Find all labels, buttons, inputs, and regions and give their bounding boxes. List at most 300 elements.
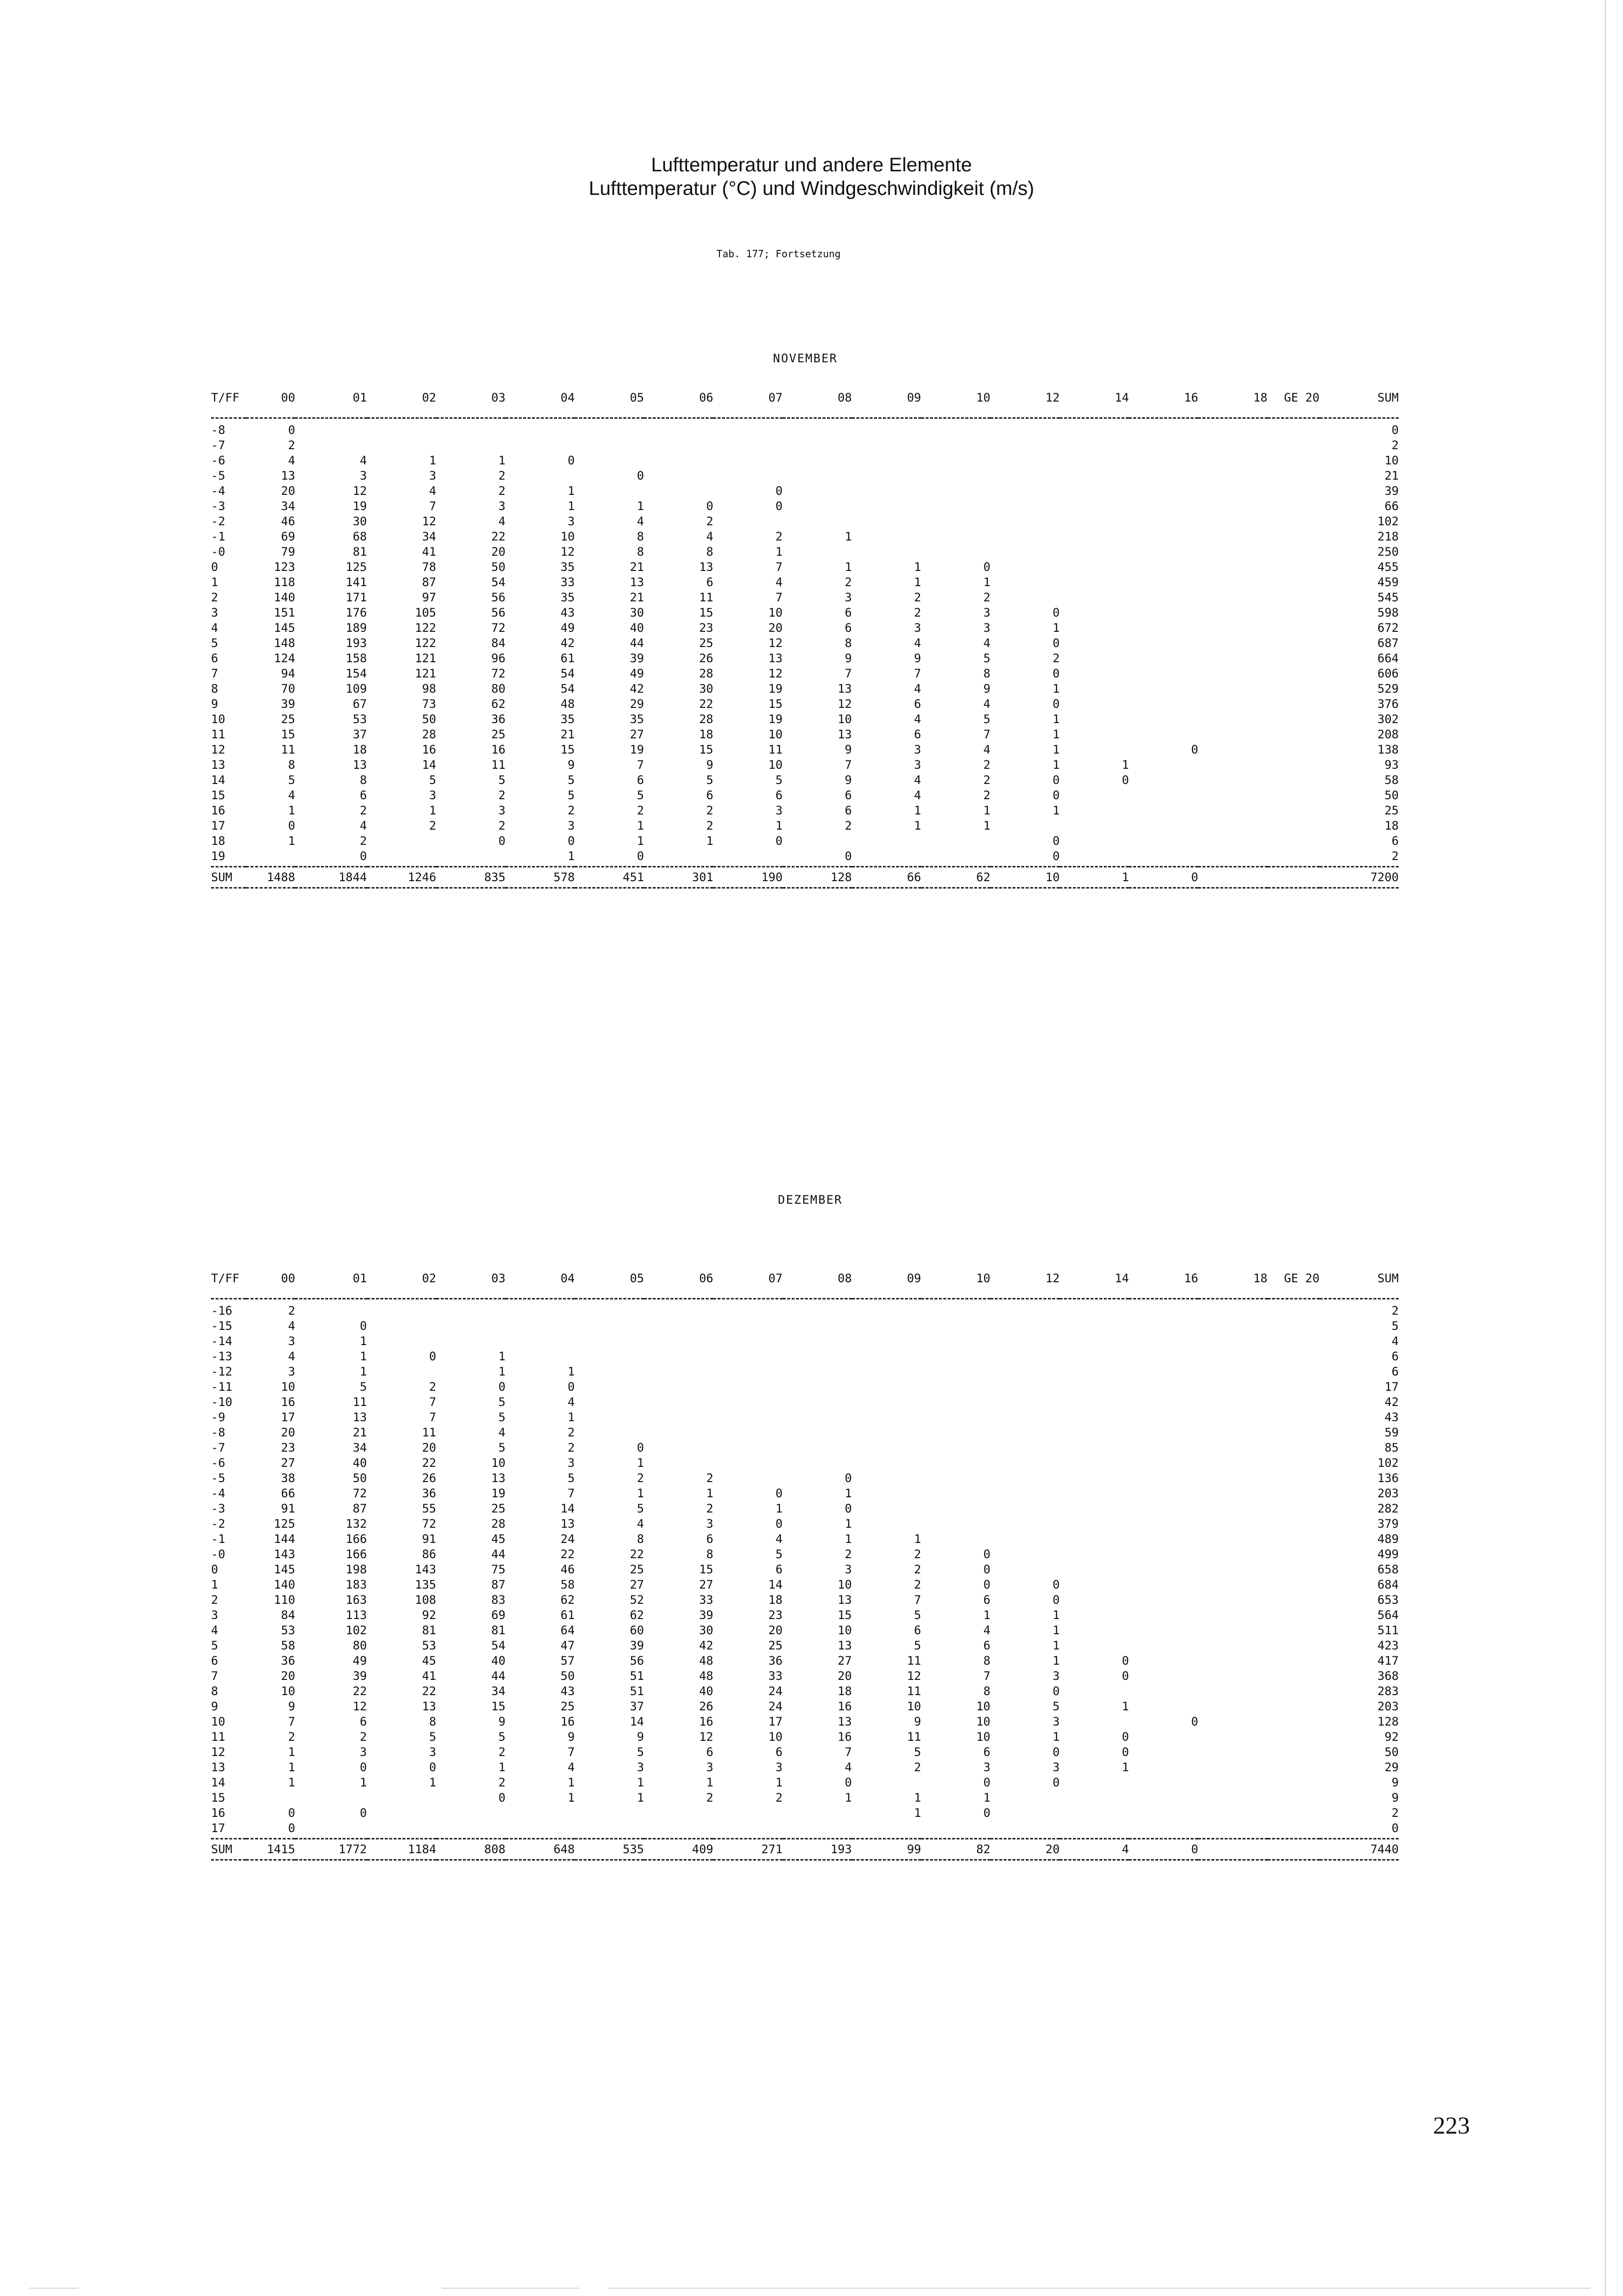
table-cell: [367, 438, 436, 453]
table-cell: 84: [281, 1608, 295, 1622]
table-row: [211, 834, 1399, 849]
table-row: [211, 697, 1399, 712]
table-cell: [1129, 1379, 1198, 1395]
table-cell: [713, 1410, 782, 1425]
table-cell: [783, 484, 852, 499]
table-cell: [1129, 1821, 1198, 1839]
table-cell: 1: [498, 454, 506, 467]
table-cell: 3: [775, 1760, 783, 1774]
table-cell: 6: [914, 728, 921, 741]
table-cell: [1129, 1653, 1198, 1669]
table-cell: [713, 1440, 782, 1456]
row-label: 16: [211, 804, 225, 817]
table-cell: 6: [775, 788, 783, 802]
table-cell: 193: [346, 636, 367, 650]
table-cell: [436, 1821, 506, 1839]
table-cell: 151: [274, 606, 295, 620]
table-cell: [783, 1319, 852, 1334]
table-cell: [1060, 1364, 1129, 1379]
table-cell: 6: [1391, 1365, 1399, 1378]
table-cell: 68: [352, 530, 367, 543]
column-header: 03: [436, 391, 506, 418]
table-cell: 4: [360, 819, 367, 833]
table-cell: [921, 1501, 990, 1516]
table-cell: [1198, 1516, 1267, 1532]
table-cell: 9: [983, 682, 991, 696]
table-cell: [1129, 1486, 1198, 1501]
table-cell: 61: [560, 1608, 575, 1622]
table-cell: 16: [560, 1715, 575, 1729]
table-cell: [575, 1425, 644, 1440]
table-cell: 12: [352, 1700, 367, 1713]
table-cell: 20: [837, 1669, 852, 1683]
sum-cell: 1772: [295, 1839, 367, 1860]
table-cell: 6: [845, 788, 852, 802]
table-reference: Tab. 177; Fortsetzung: [717, 248, 841, 260]
sum-row: [211, 867, 1399, 888]
column-header: 03: [436, 1271, 506, 1299]
table-cell: [852, 529, 921, 544]
table-cell: [713, 1379, 782, 1395]
table-cell: 2: [498, 1776, 506, 1789]
table-cell: 98: [422, 682, 436, 696]
table-cell: [1129, 590, 1198, 605]
table-cell: 4: [775, 1532, 783, 1546]
table-cell: 30: [630, 606, 644, 620]
table-cell: 105: [415, 606, 436, 620]
table-cell: 87: [491, 1578, 506, 1592]
table-cell: 2: [706, 1791, 714, 1805]
table-cell: [1129, 1669, 1198, 1684]
table-cell: 20: [281, 484, 295, 498]
table-cell: 3: [706, 1517, 714, 1531]
table-cell: 0: [1121, 773, 1129, 787]
table-cell: 13: [768, 651, 783, 665]
table-cell: 26: [699, 651, 714, 665]
table-cell: 48: [699, 1669, 714, 1683]
table-cell: 0: [360, 849, 367, 863]
table-cell: 6: [983, 1593, 991, 1607]
table-cell: 1: [983, 804, 991, 817]
sum-cell: [1268, 867, 1320, 888]
table-cell: 51: [630, 1669, 644, 1683]
table-cell: 28: [699, 667, 714, 680]
table-cell: [1268, 1760, 1320, 1775]
table-cell: [852, 1395, 921, 1410]
table-cell: 171: [346, 591, 367, 604]
table-cell: [1268, 834, 1320, 849]
table-cell: 2: [845, 575, 852, 589]
table-cell: 0: [1052, 788, 1060, 802]
table-cell: 145: [274, 621, 295, 635]
table-cell: 368: [1377, 1669, 1399, 1683]
table-cell: 9: [637, 1730, 644, 1744]
table-cell: [1129, 1410, 1198, 1425]
table-row: [211, 1790, 1399, 1806]
column-header: 09: [852, 391, 921, 418]
table-cell: 16: [837, 1730, 852, 1744]
table-cell: 1: [914, 560, 921, 574]
table-row: [211, 1562, 1399, 1577]
table-cell: 34: [352, 1441, 367, 1455]
table-cell: 33: [699, 1593, 714, 1607]
table-cell: 28: [699, 712, 714, 726]
table-cell: 0: [360, 1760, 367, 1774]
table-cell: [990, 1334, 1060, 1349]
header-row: [211, 391, 1399, 418]
table-cell: [921, 514, 990, 529]
table-row: [211, 1456, 1399, 1471]
table-cell: 2: [1391, 438, 1399, 452]
row-label: 14: [211, 1776, 225, 1789]
table-cell: 92: [1384, 1730, 1399, 1744]
table-cell: 7: [429, 499, 436, 513]
table-cell: [1060, 1577, 1129, 1593]
table-cell: 24: [768, 1684, 783, 1698]
row-label: -10: [211, 1395, 233, 1409]
table-cell: 1: [567, 484, 575, 498]
table-cell: 15: [768, 697, 783, 711]
table-cell: [921, 1299, 990, 1319]
table-cell: 1: [775, 1776, 783, 1789]
table-cell: [1198, 712, 1267, 727]
table-cell: 35: [560, 712, 575, 726]
table-cell: [1129, 1440, 1198, 1456]
table-cell: [713, 1425, 782, 1440]
table-row: [211, 575, 1399, 590]
table-cell: 6: [360, 788, 367, 802]
table-cell: [852, 1440, 921, 1456]
table-cell: 5: [983, 712, 991, 726]
table-cell: [1268, 1806, 1320, 1821]
table-cell: [1129, 773, 1198, 788]
table-cell: [990, 1516, 1060, 1532]
table-cell: 1: [637, 1456, 644, 1470]
table-cell: 6: [360, 1715, 367, 1729]
table-cell: 1: [360, 1365, 367, 1378]
table-cell: 2: [914, 1563, 921, 1576]
row-label: 5: [211, 1639, 218, 1652]
table-cell: 11: [352, 1395, 367, 1409]
table-cell: 25: [1384, 804, 1399, 817]
table-cell: [921, 1471, 990, 1486]
table-cell: 12: [352, 484, 367, 498]
table-cell: 7: [914, 1593, 921, 1607]
table-cell: [1060, 1471, 1129, 1486]
table-cell: 3: [1052, 1715, 1060, 1729]
table-cell: [1060, 575, 1129, 590]
table-cell: 0: [845, 849, 852, 863]
table-cell: [852, 1775, 921, 1790]
table-cell: 9: [845, 773, 852, 787]
table-cell: 59: [1384, 1426, 1399, 1439]
sum-cell: 7440: [1320, 1839, 1399, 1860]
table-cell: [852, 1516, 921, 1532]
table-cell: [921, 1395, 990, 1410]
table-cell: 1: [637, 1791, 644, 1805]
table-cell: 25: [560, 1700, 575, 1713]
table-cell: 60: [630, 1623, 644, 1637]
table-cell: 0: [1052, 1776, 1060, 1789]
table-cell: 2: [845, 1547, 852, 1561]
table-cell: [1198, 1577, 1267, 1593]
table-cell: 6: [775, 1563, 783, 1576]
table-cell: 5: [288, 773, 295, 787]
table-cell: 12: [768, 636, 783, 650]
table-cell: 3: [498, 499, 506, 513]
table-row: [211, 1486, 1399, 1501]
table-cell: 1: [706, 1486, 714, 1500]
table-cell: [1060, 803, 1129, 818]
table-cell: 5: [567, 1471, 575, 1485]
row-label: -6: [211, 454, 225, 467]
table-cell: 6: [914, 697, 921, 711]
table-cell: 22: [491, 530, 506, 543]
table-cell: 163: [346, 1593, 367, 1607]
table-cell: [921, 529, 990, 544]
table-cell: 92: [422, 1608, 436, 1622]
table-cell: [990, 1562, 1060, 1577]
table-cell: [1060, 788, 1129, 803]
table-cell: 11: [768, 743, 783, 756]
table-cell: [1268, 418, 1320, 438]
table-cell: 23: [768, 1608, 783, 1622]
table-cell: [1129, 1395, 1198, 1410]
table-row: [211, 590, 1399, 605]
table-cell: [1129, 560, 1198, 575]
table-cell: 49: [630, 667, 644, 680]
table-cell: [1129, 666, 1198, 681]
table-cell: 86: [422, 1547, 436, 1561]
table-cell: [1129, 1532, 1198, 1547]
table-cell: 25: [699, 636, 714, 650]
table-cell: 17: [1384, 1380, 1399, 1394]
table-cell: 50: [491, 560, 506, 574]
table-cell: 1: [567, 1365, 575, 1378]
table-cell: [990, 1395, 1060, 1410]
table-cell: [1198, 468, 1267, 484]
table-cell: [1198, 605, 1267, 621]
column-header: 16: [1129, 391, 1198, 418]
table-cell: 29: [630, 697, 644, 711]
table-cell: [1060, 681, 1129, 697]
sum-cell: 193: [783, 1839, 852, 1860]
table-cell: [1060, 1821, 1129, 1839]
table-cell: 9: [1391, 1791, 1399, 1805]
table-cell: 36: [281, 1654, 295, 1668]
table-cell: [990, 1425, 1060, 1440]
table-cell: 2: [288, 438, 295, 452]
table-cell: 5: [914, 1639, 921, 1652]
table-cell: 0: [429, 1760, 436, 1774]
table-cell: [852, 544, 921, 560]
table-cell: [1198, 1440, 1267, 1456]
table-cell: 1: [914, 575, 921, 589]
table-cell: [1060, 560, 1129, 575]
table-cell: [990, 1806, 1060, 1821]
table-cell: 1: [983, 1608, 991, 1622]
table-cell: 2: [567, 1441, 575, 1455]
table-cell: 687: [1377, 636, 1399, 650]
table-cell: 203: [1377, 1700, 1399, 1713]
row-label: 10: [211, 712, 225, 726]
table-cell: 7: [775, 560, 783, 574]
table-cell: 6: [845, 804, 852, 817]
table-cell: 8: [637, 545, 644, 559]
row-label: 17: [211, 1821, 225, 1835]
table-cell: [1268, 1516, 1320, 1532]
table-cell: 1: [429, 804, 436, 817]
table-cell: [1129, 484, 1198, 499]
table-cell: 49: [352, 1654, 367, 1668]
table-cell: 4: [914, 773, 921, 787]
table-cell: 1: [1121, 758, 1129, 772]
table-cell: 8: [637, 530, 644, 543]
table-cell: [990, 1364, 1060, 1379]
table-row: [211, 453, 1399, 468]
table-cell: 7: [845, 1745, 852, 1759]
table-cell: 22: [560, 1547, 575, 1561]
table-cell: 1: [637, 834, 644, 848]
table-cell: [1129, 1562, 1198, 1577]
column-header: 10: [921, 1271, 990, 1299]
table-cell: 1: [288, 834, 295, 848]
table-cell: [295, 418, 367, 438]
table-cell: 664: [1377, 651, 1399, 665]
table-cell: 6: [706, 788, 714, 802]
table-cell: 302: [1377, 712, 1399, 726]
table-cell: 4: [637, 1517, 644, 1531]
table-cell: [1129, 651, 1198, 666]
table-cell: [1268, 1299, 1320, 1319]
table-row: [211, 1821, 1399, 1839]
table-cell: [1129, 1364, 1198, 1379]
row-label: 3: [211, 1608, 218, 1622]
table-cell: 376: [1377, 697, 1399, 711]
scan-edge-line: [442, 2288, 579, 2289]
table-cell: 2: [914, 606, 921, 620]
table-cell: 1: [983, 1791, 991, 1805]
row-label: -0: [211, 545, 225, 559]
table-cell: 12: [906, 1669, 921, 1683]
table-cell: [1198, 560, 1267, 575]
table-cell: 140: [274, 1578, 295, 1592]
table-cell: 69: [281, 530, 295, 543]
column-header: 04: [506, 391, 575, 418]
table-cell: 0: [288, 1821, 295, 1835]
table-cell: [1198, 1684, 1267, 1699]
table-cell: [1268, 1456, 1320, 1471]
row-label: 14: [211, 773, 225, 787]
table-cell: [644, 1379, 713, 1395]
table-cell: [713, 1364, 782, 1379]
table-cell: [436, 1334, 506, 1349]
row-label: 17: [211, 819, 225, 833]
table-cell: [852, 1299, 921, 1319]
table-cell: [990, 544, 1060, 560]
table-cell: [436, 418, 506, 438]
table-cell: [1129, 1638, 1198, 1653]
table-cell: [1268, 1745, 1320, 1760]
table-cell: [1060, 1775, 1129, 1790]
table-cell: 43: [560, 1684, 575, 1698]
table-cell: [367, 418, 436, 438]
table-cell: [1268, 1501, 1320, 1516]
table-cell: [1198, 636, 1267, 651]
table-cell: 1: [775, 545, 783, 559]
row-label: 11: [211, 1730, 225, 1744]
table-cell: 5: [498, 1395, 506, 1409]
row-label: 6: [211, 651, 218, 665]
table-cell: [1268, 514, 1320, 529]
table-cell: [1198, 773, 1267, 788]
table-cell: 49: [560, 621, 575, 635]
table-cell: 658: [1377, 1563, 1399, 1576]
table-cell: [713, 468, 782, 484]
table-cell: [1129, 757, 1198, 773]
table-cell: 69: [491, 1608, 506, 1622]
row-label: -14: [211, 1334, 233, 1348]
table-cell: [713, 418, 782, 438]
table-cell: 9: [288, 1700, 295, 1713]
sum-cell: 271: [713, 1839, 782, 1860]
table-cell: 18: [1384, 819, 1399, 833]
table-cell: 166: [346, 1547, 367, 1561]
table-cell: [1060, 1516, 1129, 1532]
table-cell: [713, 1821, 782, 1839]
table-cell: 52: [630, 1593, 644, 1607]
table-cell: [1060, 636, 1129, 651]
table-cell: [1268, 468, 1320, 484]
table-cell: 33: [560, 575, 575, 589]
sum-cell: 0: [1129, 867, 1198, 888]
table-row: [211, 636, 1399, 651]
table-cell: 18: [699, 728, 714, 741]
table-row: [211, 499, 1399, 514]
table-cell: [990, 1532, 1060, 1547]
table-cell: [644, 468, 713, 484]
sum-cell: 128: [783, 867, 852, 888]
table-cell: [852, 1349, 921, 1364]
sum-cell: 0: [1129, 1839, 1198, 1860]
table-cell: 12: [422, 514, 436, 528]
row-label: -5: [211, 1471, 225, 1485]
table-cell: 15: [699, 743, 714, 756]
table-cell: 27: [699, 1578, 714, 1592]
table-cell: [1060, 1486, 1129, 1501]
table-cell: 121: [415, 667, 436, 680]
table-cell: 2: [706, 804, 714, 817]
table-cell: 0: [567, 454, 575, 467]
table-cell: [713, 1471, 782, 1486]
table-cell: [644, 418, 713, 438]
table-cell: 19: [630, 743, 644, 756]
column-header: 01: [295, 1271, 367, 1299]
table-cell: [1268, 1669, 1320, 1684]
table-cell: 81: [491, 1623, 506, 1637]
sum-cell: 66: [852, 867, 921, 888]
table-cell: [783, 1364, 852, 1379]
table-cell: 13: [352, 758, 367, 772]
table-cell: 91: [422, 1532, 436, 1546]
table-cell: 13: [837, 1715, 852, 1729]
table-cell: [1060, 418, 1129, 438]
table-cell: 1: [360, 1334, 367, 1348]
table-cell: 1: [1052, 1623, 1060, 1637]
table-cell: [575, 1299, 644, 1319]
table-cell: 10: [976, 1730, 991, 1744]
table-row: [211, 1729, 1399, 1745]
